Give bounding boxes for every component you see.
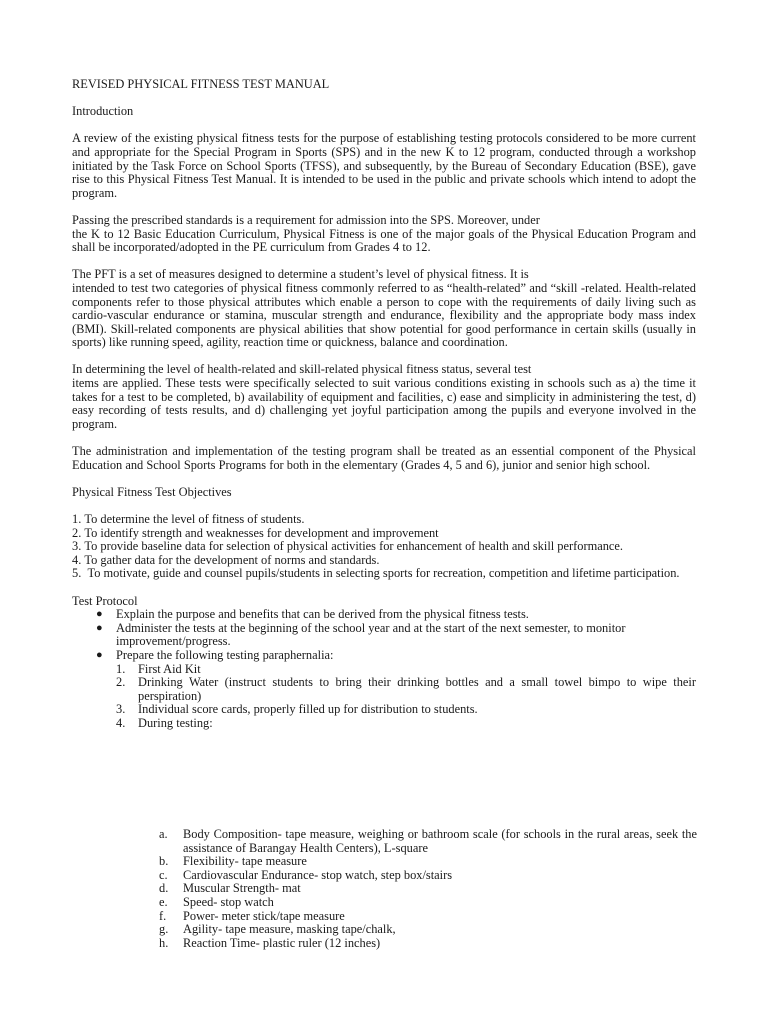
item-number: 2.	[116, 675, 126, 690]
item-letter: c.	[159, 867, 168, 882]
paraphernalia-list	[116, 663, 696, 731]
paragraph-standards-lead: Passing the prescribed standards is a requirement for admission into the SPS. Moreover, under	[72, 212, 540, 227]
objectives-list	[72, 513, 696, 581]
spacer	[72, 431, 696, 445]
bullet-text: Prepare the following testing paraphernalia:	[116, 647, 334, 662]
paragraph-review: A review of the existing physical fitness tests for the purpose of establishing testing protocols considered to be more current and appropriate for the Special Program in Sports (SPS) and in the new K to 12 program, conducted through a workshop initiated by the Task Force on School Sports (TFSS), and subsequently, by the Bureau of Secondary Education (BSE), gave rise to this Physical Fitness Test Manual. It is intended to be used in the public and private schools which intend to adopt the program.	[72, 131, 696, 200]
item-letter: a.	[159, 827, 168, 841]
objective-item	[72, 554, 696, 568]
paraphernalia-item	[116, 676, 696, 703]
objective-item	[72, 567, 696, 581]
item-text: Reaction Time- plastic ruler (12 inches)	[183, 935, 381, 950]
spacer	[72, 200, 696, 214]
item-text: First Aid Kit	[138, 661, 201, 676]
objectives-heading: Physical Fitness Test Objectives	[72, 484, 232, 499]
during-testing-item	[159, 896, 697, 910]
item-text: Drinking Water (instruct students to bring their drinking bottles and a small towel bimpo to wipe their perspiration)	[138, 675, 696, 703]
spacer	[72, 92, 696, 106]
protocol-heading: Test Protocol	[72, 593, 138, 608]
objective-number: 3.	[72, 539, 85, 554]
item-text: Speed- stop watch	[183, 894, 274, 909]
intro-heading: Introduction	[72, 104, 134, 119]
item-letter: e.	[159, 894, 168, 909]
spacer	[72, 255, 696, 269]
during-testing-item	[159, 855, 697, 869]
paragraph-administration: The administration and implementation of the testing program shall be treated as an essential component of the Physical Education and School Sports Programs for both in the elementary (Grades 4, 5 and 6), junior and senior high school.	[72, 444, 696, 472]
objective-item	[72, 540, 696, 554]
spacer	[72, 581, 696, 595]
spacer	[72, 350, 696, 364]
during-testing-item	[159, 910, 697, 924]
item-letter: g.	[159, 922, 169, 937]
item-number: 4.	[116, 715, 126, 730]
during-testing-list	[159, 828, 697, 950]
paragraph-pft-lead: The PFT is a set of measures designed to determine a student’s level of physical fitness. It is	[72, 267, 529, 282]
item-letter: f.	[159, 908, 167, 923]
item-text: Cardiovascular Endurance- stop watch, step box/stairs	[183, 867, 453, 882]
item-letter: d.	[159, 881, 169, 896]
objective-text: To provide baseline data for selection of physical activities for enhancement of health and skill performance.	[84, 539, 624, 554]
item-text: Body Composition- tape measure, weighing or bathroom scale (for schools in the rural areas, seek the assistance of Barangay Health Centers), L-square	[183, 827, 697, 855]
protocol-bullet-list	[96, 608, 696, 662]
paraphernalia-item	[116, 703, 696, 717]
during-testing-item	[159, 882, 697, 896]
during-testing-item	[159, 923, 697, 937]
paragraph-standards: the K to 12 Basic Education Curriculum, Physical Fitness is one of the major goals of the Physical Education Program and shall be incorporated/adopted in the PE curriculum from Grades 4 to 12.	[72, 226, 696, 255]
objective-text: To gather data for the development of norms and standards.	[84, 552, 380, 567]
objective-number: 1.	[72, 512, 85, 526]
objective-number: 2.	[72, 525, 85, 540]
paraphernalia-item	[116, 717, 696, 731]
bullet-icon: ●	[96, 621, 103, 634]
objective-item	[72, 513, 696, 527]
during-testing-item	[159, 828, 697, 855]
objective-text: To determine the level of fitness of students.	[84, 512, 305, 526]
objective-text: To identify strength and weaknesses for development and improvement	[84, 525, 439, 540]
objective-number: 5.	[72, 566, 88, 581]
objective-item	[72, 527, 696, 541]
item-letter: h.	[159, 935, 169, 950]
item-letter: b.	[159, 854, 169, 869]
bullet-icon: ●	[96, 608, 103, 621]
item-text: Muscular Strength- mat	[183, 881, 301, 896]
during-testing-item	[159, 937, 697, 951]
item-number: 3.	[116, 702, 126, 717]
bullet-item	[96, 622, 696, 649]
bullet-text: Administer the tests at the beginning of the school year and at the start of the next semester, to monitor improvement/progress.	[116, 620, 626, 649]
bullet-item	[96, 608, 696, 622]
document-title: REVISED PHYSICAL FITNESS TEST MANUAL	[72, 77, 330, 91]
document-page	[72, 78, 696, 731]
paragraph-pft: intended to test two categories of physical fitness commonly referred to as “health-related” and “skill -related. Health-related components refer to those physical attributes which enable a person to cope with the requirements of daily living such as cardio-vascular endurance or stamina, muscular strength and endurance, flexibility and the appropriate body mass index (BMI). Skill-related components are physical abilities that show potential for good performance in certain skills (usually in sports) like running speed, agility, reaction time or quickness, balance and coordination.	[72, 280, 696, 350]
paraphernalia-item	[116, 663, 696, 677]
item-number: 1.	[116, 661, 126, 676]
item-text: Power- meter stick/tape measure	[183, 908, 345, 923]
bullet-text: Explain the purpose and benefits that can be derived from the physical fitness tests.	[116, 607, 529, 622]
bullet-icon: ●	[96, 648, 103, 661]
spacer	[72, 499, 696, 513]
paragraph-determining-lead: In determining the level of health-related and skill-related physical fitness status, several test	[72, 362, 532, 377]
spacer	[72, 119, 696, 133]
item-text: Flexibility- tape measure	[183, 854, 307, 869]
item-text: During testing:	[138, 715, 213, 730]
spacer	[72, 472, 696, 486]
objective-number: 4.	[72, 552, 85, 567]
item-text: Individual score cards, properly filled up for distribution to students.	[138, 702, 478, 717]
objective-text: To motivate, guide and counsel pupils/students in selecting sports for recreation, competition and lifetime participation.	[87, 566, 680, 581]
item-text: Agility- tape measure, masking tape/chalk,	[183, 922, 396, 937]
bullet-item	[96, 649, 696, 663]
paragraph-determining: items are applied. These tests were specifically selected to suit various conditions existing in schools such as a) the time it takes for a test to be completed, b) availability of equipment and facilities, c) ease and simplicity in administering the test, d) easy recording of tests results, and d) challenging yet joyful participation among the pupils and everyone involved in the program.	[72, 376, 696, 431]
during-testing-item	[159, 869, 697, 883]
